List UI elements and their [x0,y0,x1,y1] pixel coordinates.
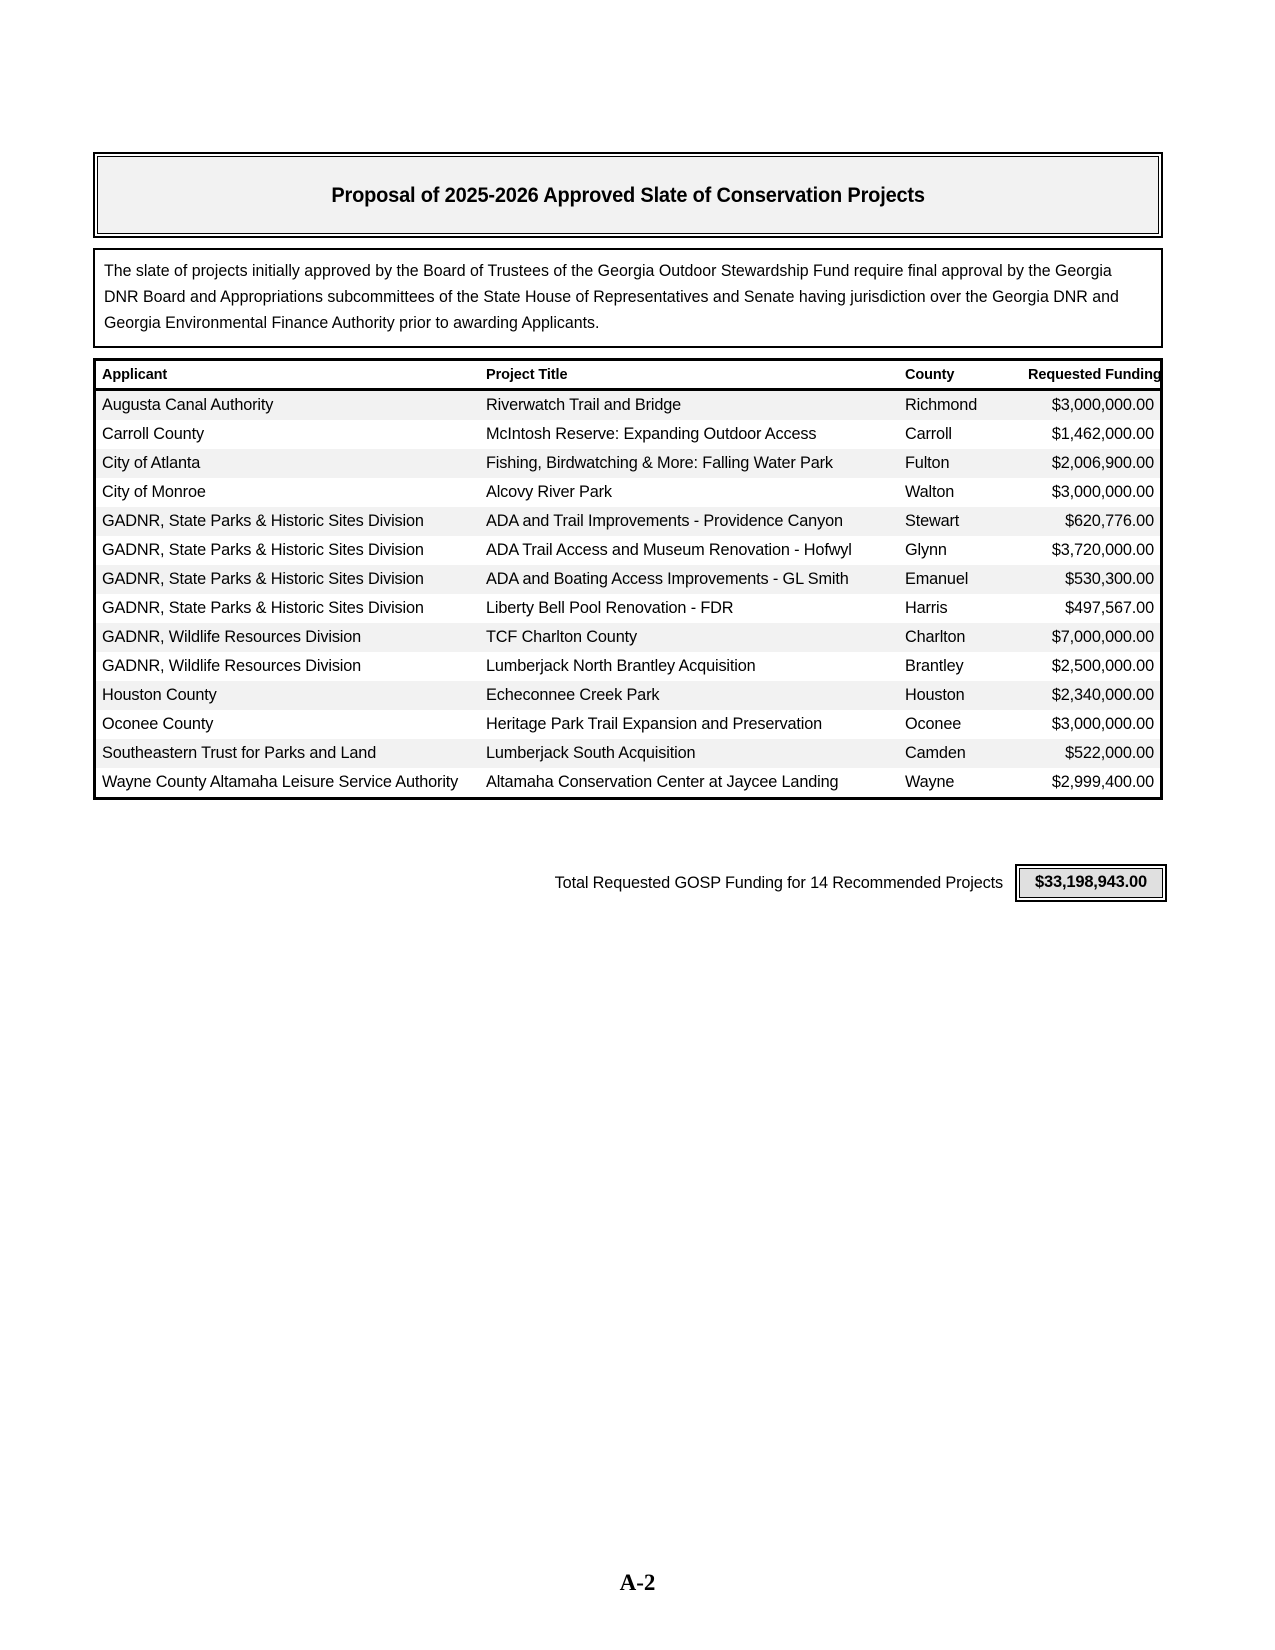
table-row [96,507,1160,536]
table-body [96,390,1160,798]
cell-applicant: Oconee County [96,710,480,739]
cell-applicant: City of Monroe [96,478,480,507]
table-row [96,768,1160,797]
cell-project-title: ADA and Trail Improvements - Providence Canyon [480,507,899,536]
cell-applicant: GADNR, State Parks & Historic Sites Division [96,507,480,536]
table-header [96,361,1160,390]
table-row [96,478,1160,507]
table-row [96,681,1160,710]
cell-county: Glynn [899,536,1022,565]
cell-project-title: Alcovy River Park [480,478,899,507]
table-row [96,652,1160,681]
cell-requested-funding: $2,500,000.00 [1022,652,1160,681]
cell-requested-funding: $1,462,000.00 [1022,420,1160,449]
cell-project-title: ADA and Boating Access Improvements - GL Smith [480,565,899,594]
cell-project-title: Riverwatch Trail and Bridge [480,390,899,421]
cell-county: Brantley [899,652,1022,681]
cell-county: Stewart [899,507,1022,536]
cell-applicant: City of Atlanta [96,449,480,478]
cell-county: Harris [899,594,1022,623]
table-row [96,594,1160,623]
cell-county: Walton [899,478,1022,507]
total-label: Total Requested GOSP Funding for 14 Recommended Projects [554,873,1003,892]
column-header-applicant: Applicant [96,361,480,390]
cell-project-title: Lumberjack North Brantley Acquisition [480,652,899,681]
column-header-county: County [899,361,1022,390]
table-row [96,565,1160,594]
cell-project-title: Echeconnee Creek Park [480,681,899,710]
cell-applicant: GADNR, State Parks & Historic Sites Division [96,565,480,594]
cell-project-title: Fishing, Birdwatching & More: Falling Water Park [480,449,899,478]
total-value: $33,198,943.00 [1019,868,1163,898]
total-row [93,864,1167,902]
cell-county: Oconee [899,710,1022,739]
cell-requested-funding: $3,720,000.00 [1022,536,1160,565]
cell-requested-funding: $530,300.00 [1022,565,1160,594]
projects-table [96,361,1160,797]
cell-project-title: TCF Charlton County [480,623,899,652]
cell-project-title: Lumberjack South Acquisition [480,739,899,768]
cell-requested-funding: $3,000,000.00 [1022,710,1160,739]
table-row [96,390,1160,421]
cell-project-title: McIntosh Reserve: Expanding Outdoor Access [480,420,899,449]
table-row [96,623,1160,652]
cell-requested-funding: $620,776.00 [1022,507,1160,536]
cell-county: Camden [899,739,1022,768]
cell-requested-funding: $2,340,000.00 [1022,681,1160,710]
cell-applicant: Augusta Canal Authority [96,390,480,421]
cell-requested-funding: $3,000,000.00 [1022,390,1160,421]
column-header-requested-funding: Requested Funding [1022,361,1160,390]
cell-requested-funding: $497,567.00 [1022,594,1160,623]
cell-requested-funding: $7,000,000.00 [1022,623,1160,652]
cell-applicant: Houston County [96,681,480,710]
title-banner-inner [97,156,1159,234]
column-header-project-title: Project Title [480,361,899,390]
table-row [96,739,1160,768]
cell-county: Houston [899,681,1022,710]
cell-applicant: GADNR, Wildlife Resources Division [96,652,480,681]
cell-county: Carroll [899,420,1022,449]
cell-applicant: Wayne County Altamaha Leisure Service Authority [96,768,480,797]
cell-applicant: Southeastern Trust for Parks and Land [96,739,480,768]
projects-table-container [93,358,1163,800]
cell-project-title: ADA Trail Access and Museum Renovation - Hofwyl [480,536,899,565]
title-banner [93,152,1163,238]
intro-note-box [93,248,1163,348]
table-row [96,420,1160,449]
table-row [96,536,1160,565]
cell-county: Wayne [899,768,1022,797]
cell-county: Fulton [899,449,1022,478]
cell-county: Emanuel [899,565,1022,594]
cell-requested-funding: $2,006,900.00 [1022,449,1160,478]
cell-project-title: Altamaha Conservation Center at Jaycee Landing [480,768,899,797]
page-title: Proposal of 2025-2026 Approved Slate of Conservation Projects [331,182,925,207]
cell-requested-funding: $2,999,400.00 [1022,768,1160,797]
cell-applicant: GADNR, State Parks & Historic Sites Division [96,536,480,565]
cell-project-title: Liberty Bell Pool Renovation - FDR [480,594,899,623]
cell-project-title: Heritage Park Trail Expansion and Preservation [480,710,899,739]
cell-requested-funding: $522,000.00 [1022,739,1160,768]
cell-applicant: GADNR, Wildlife Resources Division [96,623,480,652]
cell-county: Richmond [899,390,1022,421]
page-number: A-2 [619,1570,656,1595]
cell-applicant: Carroll County [96,420,480,449]
table-row [96,710,1160,739]
cell-applicant: GADNR, State Parks & Historic Sites Division [96,594,480,623]
table-header-row [96,361,1160,390]
cell-county: Charlton [899,623,1022,652]
cell-requested-funding: $3,000,000.00 [1022,478,1160,507]
table-row [96,449,1160,478]
total-value-box [1015,864,1167,902]
intro-note-text: The slate of projects initially approved by the Board of Trustees of the Georgia Outdoor Stewardship Fund require final approval by the Georgia DNR Board and Appropriations subcommittees of the State House of Representatives and Senate having jurisdiction over the Georgia DNR and Georgia Environmental Finance Authority prior to awarding Applicants. [104,262,1119,332]
